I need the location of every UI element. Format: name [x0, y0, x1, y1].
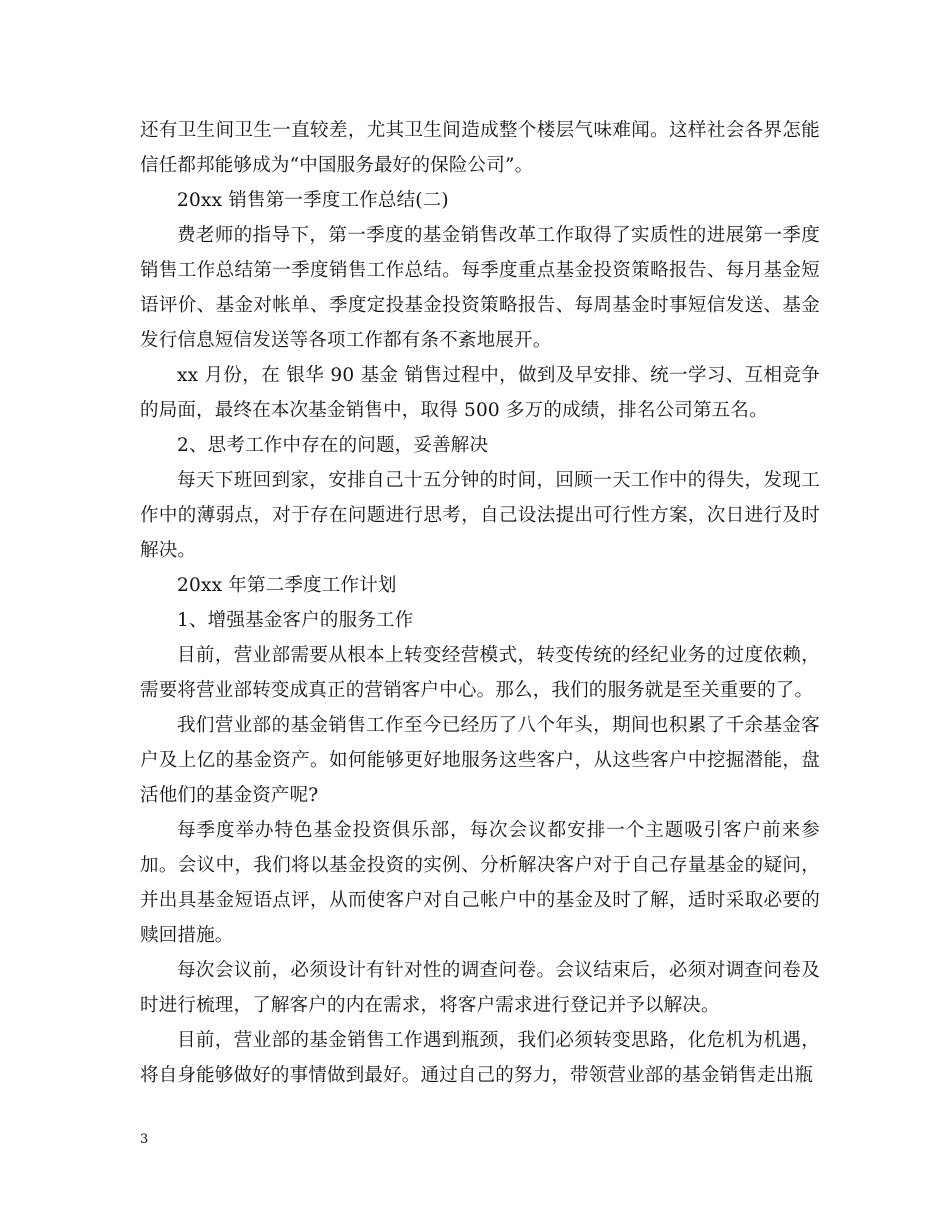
section-heading: 20xx 销售第一季度工作总结(二): [177, 190, 449, 211]
subheading: 2、思考工作中存在的问题，妥善解决: [177, 435, 489, 456]
paragraph: 每天下班回到家，安排自己十五分钟的时间，回顾一天工作中的得失，发现工作中的薄弱点，对于存在问题进行思考，自己设法提出可行性方案，次日进行及时解决。: [140, 470, 820, 561]
paragraph: 每次会议前，必须设计有针对性的调查问卷。会议结束后，必须对调查问卷及时进行梳理，了解客户的内在需求，将客户需求进行登记并予以解决。: [140, 960, 820, 1016]
paragraph: 费老师的指导下，第一季度的基金销售改革工作取得了实质性的进展第一季度销售工作总结第一季度销售工作总结。每季度重点基金投资策略报告、每月基金短语评价、基金对帐单、季度定投基金投资策略报告、每周基金时事短信发送、基金发行信息短信发送等各项工作都有条不紊地展开。: [140, 225, 820, 351]
document-body: [140, 113, 820, 1093]
paragraph: 目前，营业部需要从根本上转变经营模式，转变传统的经纪业务的过度依赖，需要将营业部转变成真正的营销客户中心。那么，我们的服务就是至关重要的了。: [140, 645, 820, 701]
page-number: 3: [140, 1132, 149, 1147]
paragraph: 每季度举办特色基金投资俱乐部，每次会议都安排一个主题吸引客户前来参加。会议中，我们将以基金投资的实例、分析解决客户对于自己存量基金的疑问，并出具基金短语点评，从而使客户对自己帐户中的基金及时了解，适时采取必要的赎回措施。: [140, 820, 820, 946]
section-heading: 20xx 年第二季度工作计划: [177, 575, 397, 596]
paragraph: 目前，营业部的基金销售工作遇到瓶颈，我们必须转变思路，化危机为机遇，将自身能够做好的事情做到最好。通过自己的努力，带领营业部的基金销售走出瓶: [140, 1030, 820, 1086]
paragraph: xx 月份，在 银华 90 基金 销售过程中，做到及早安排、统一学习、互相竞争的局面，最终在本次基金销售中，取得 500 多万的成绩，排名公司第五名。: [140, 365, 820, 421]
subheading: 1、增强基金客户的服务工作: [177, 610, 414, 631]
paragraph: 还有卫生间卫生一直较差，尤其卫生间造成整个楼层气味难闻。这样社会各界怎能信任都邦能够成为“中国服务最好的保险公司”。: [140, 120, 820, 176]
paragraph: 我们营业部的基金销售工作至今已经历了八个年头，期间也积累了千余基金客户及上亿的基金资产。如何能够更好地服务这些客户，从这些客户中挖掘潜能，盘活他们的基金资产呢?: [140, 715, 820, 806]
